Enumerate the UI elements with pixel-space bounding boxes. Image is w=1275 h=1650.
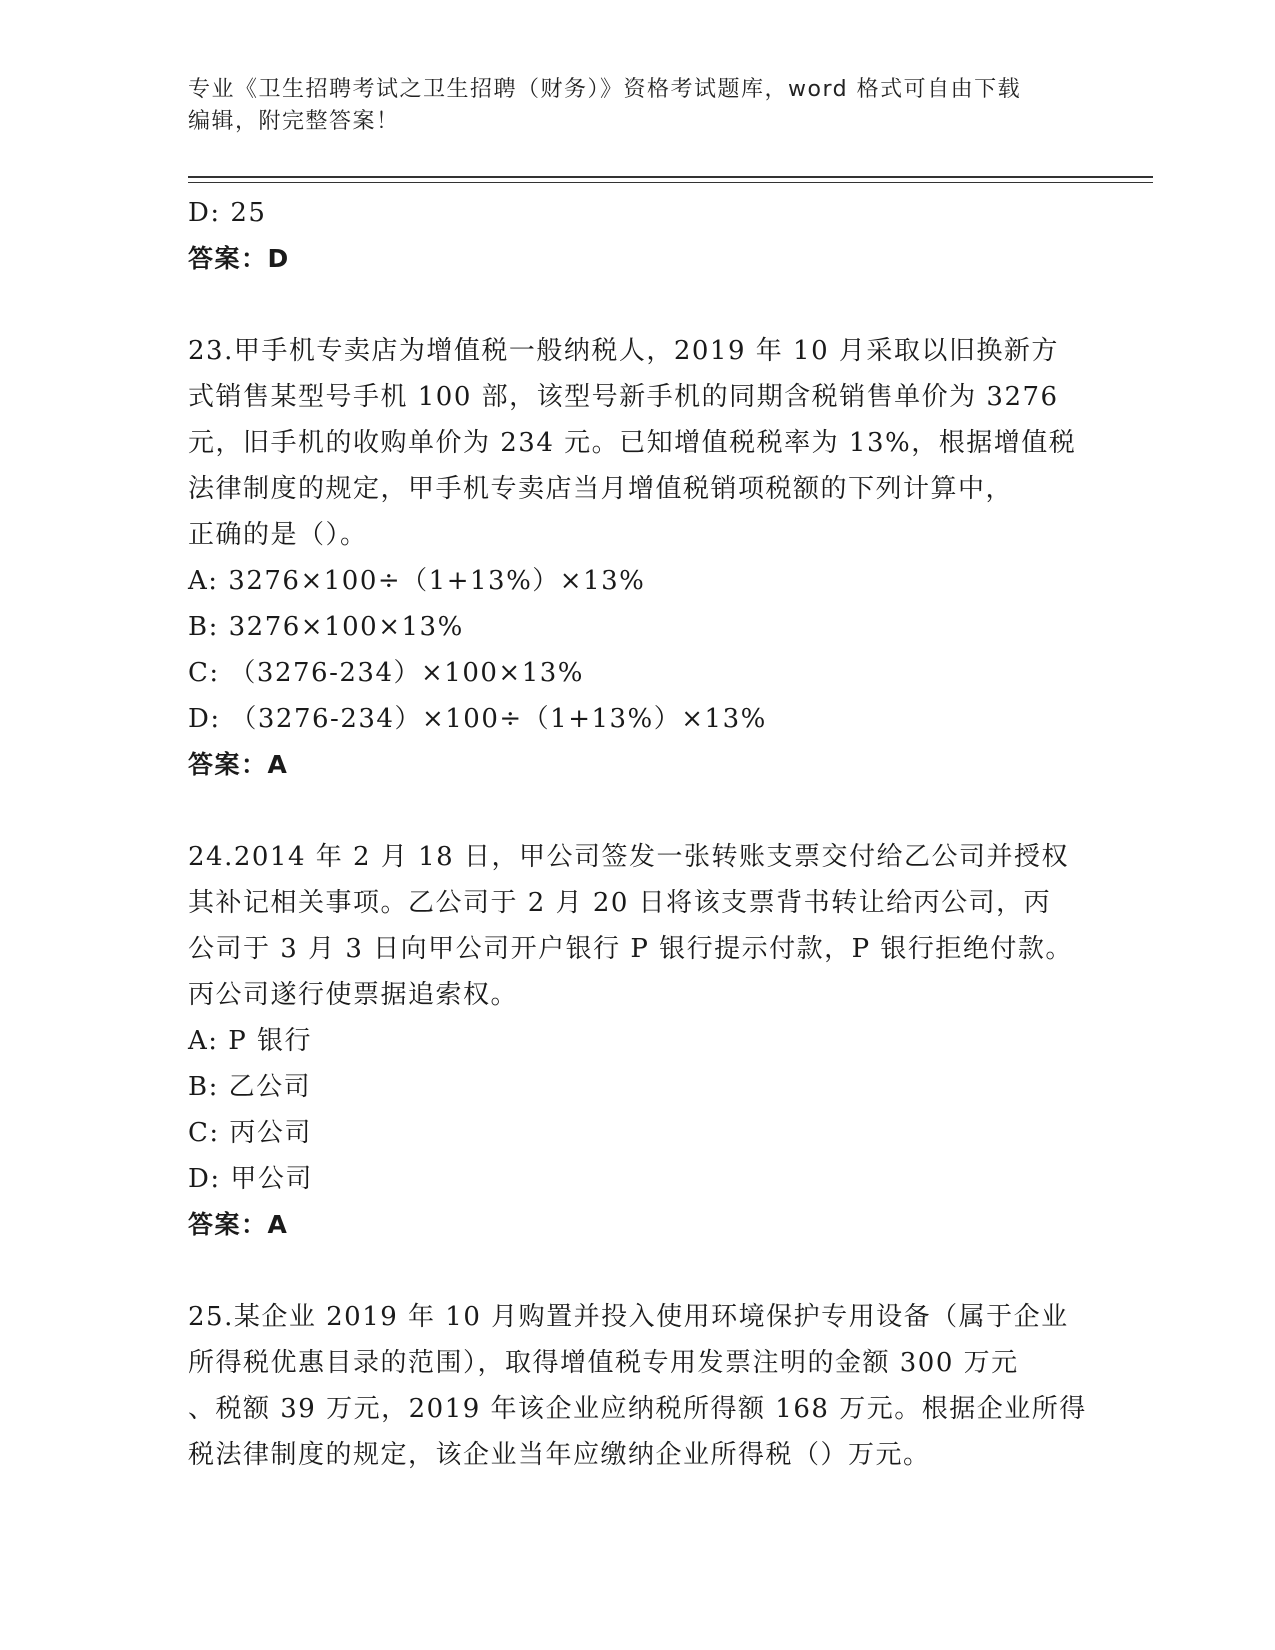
question-stem-line: 25.某企业 2019 年 10 月购置并投入使用环境保护专用设备（属于企业 [188,1302,1069,1332]
question-25 [188,1294,1088,1478]
option-b: B: 乙公司 [188,1072,312,1102]
question-23 [188,328,1088,788]
question-stem-line: 所得税优惠目录的范围），取得增值税专用发票注明的金额 300 万元 [188,1348,1019,1378]
question-stem-line: 24.2014 年 2 月 18 日，甲公司签发一张转账支票交付给乙公司并授权 [188,842,1069,872]
header-divider-thick [188,176,1153,178]
question-stem-line: 23.甲手机专卖店为增值税一般纳税人，2019 年 10 月采取以旧换新方 [188,336,1059,366]
option-a: A: P 银行 [188,1026,313,1056]
question-stem-line: 税法律制度的规定，该企业当年应缴纳企业所得税（）万元。 [188,1440,931,1470]
option-c: C: （3276-234）×100×13% [188,658,584,688]
spacer [188,282,1088,328]
question-stem-line: 其补记相关事项。乙公司于 2 月 20 日将该支票背书转让给丙公司，丙 [188,888,1052,918]
answer: 答案：A [188,1210,289,1239]
document-body [188,190,1088,1478]
option-d: D: 甲公司 [188,1164,313,1194]
question-stem-line: 丙公司遂行使票据追索权。 [188,980,519,1010]
question-stem-line: 公司于 3 月 3 日向甲公司开户银行 P 银行提示付款，P 银行拒绝付款。 [188,934,1073,964]
question-stem-line: 式销售某型号手机 100 部，该型号新手机的同期含税销售单价为 3276 [188,382,1059,412]
option-b: B: 3276×100×13% [188,612,464,642]
document-header [188,74,1088,138]
question-stem-line: 正确的是（）。 [188,520,368,550]
option-c: C: 丙公司 [188,1118,312,1148]
option-d: D: （3276-234）×100÷（1+13%）×13% [188,704,767,734]
answer: 答案：A [188,750,289,779]
header-line-2: 编辑，附完整答案！ [188,109,400,134]
prev-option-d: D: 25 [188,198,267,228]
header-divider-thin [188,182,1153,183]
question-stem-line: 、税额 39 万元，2019 年该企业应纳税所得额 168 万元。根据企业所得 [188,1394,1087,1424]
header-line-1: 专业《卫生招聘考试之卫生招聘（财务）》资格考试题库，word 格式可自由下载 [188,77,1022,102]
question-24 [188,834,1088,1248]
question-stem-line: 法律制度的规定，甲手机专卖店当月增值税销项税额的下列计算中， [188,474,1014,504]
question-stem-line: 元，旧手机的收购单价为 234 元。已知增值税税率为 13%，根据增值税 [188,428,1077,458]
option-a: A: 3276×100÷（1+13%）×13% [188,566,646,596]
prev-answer: 答案：D [188,244,290,273]
spacer [188,1248,1088,1294]
spacer [188,788,1088,834]
